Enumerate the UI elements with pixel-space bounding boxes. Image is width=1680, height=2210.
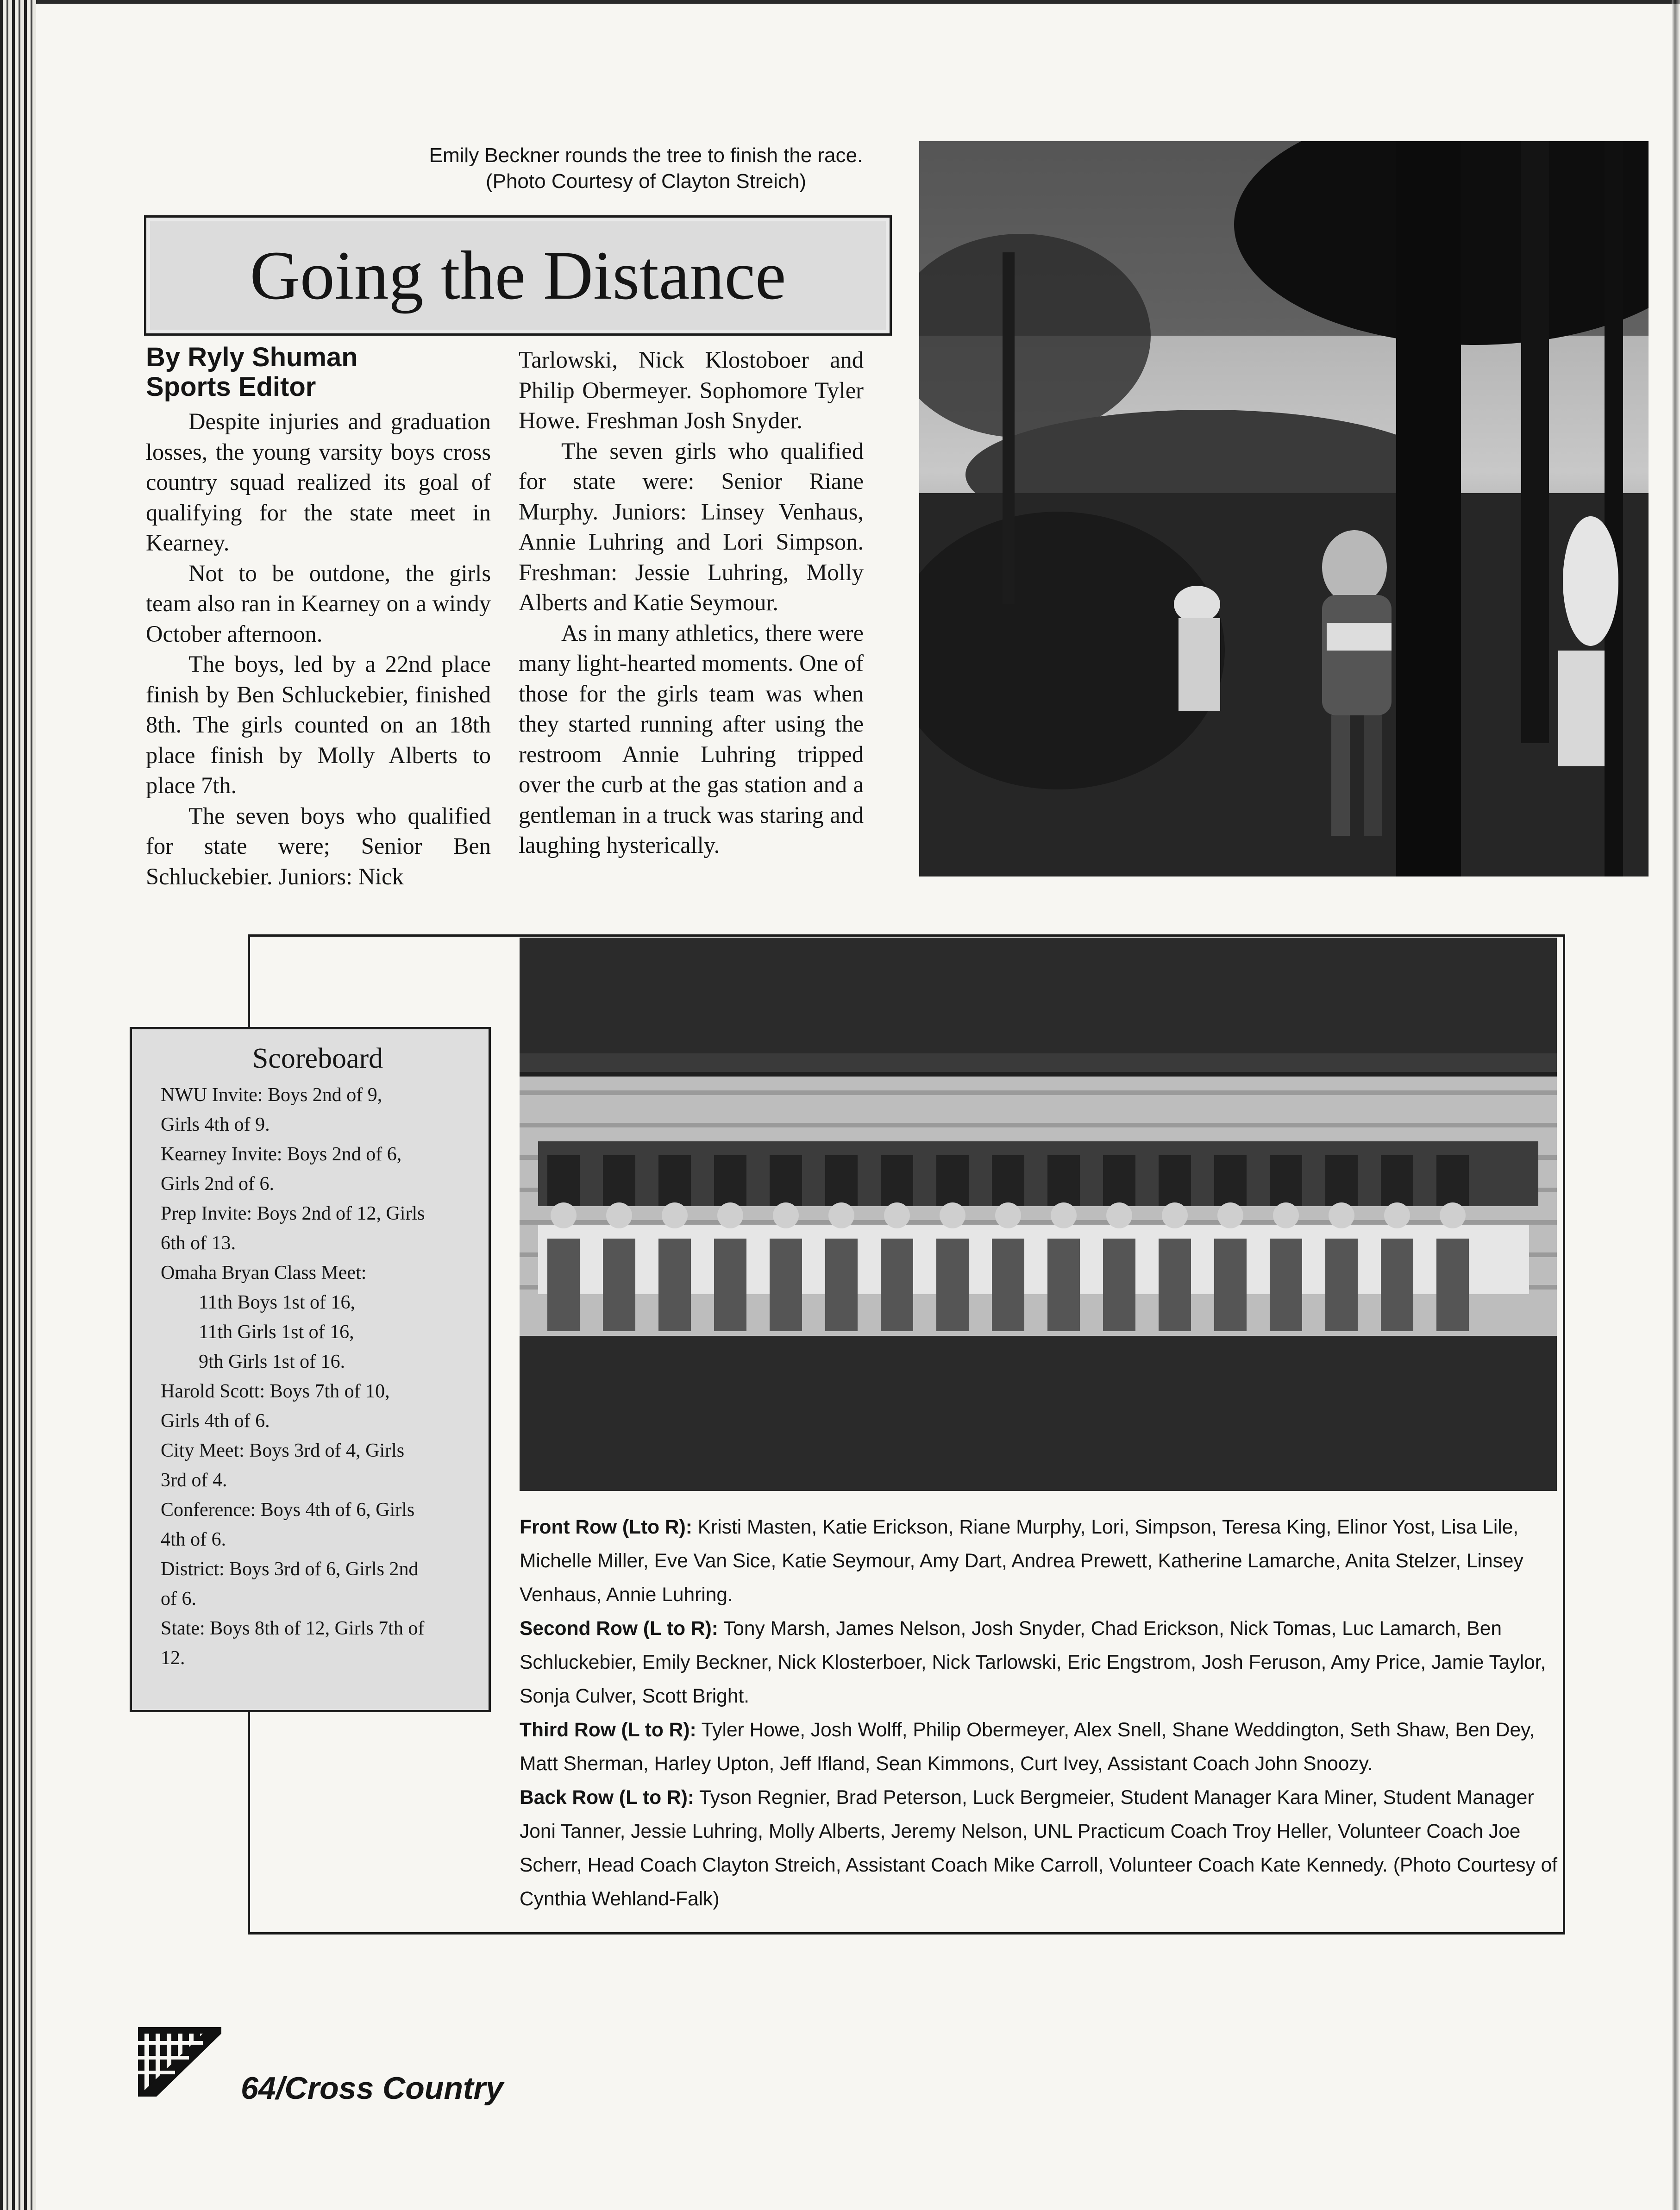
scoreboard-line: Girls 4th of 6. — [161, 1410, 270, 1432]
row-names: Kristi Masten, Katie Erickson, Riane Murphy, Lori, Simpson, Teresa King, Elinor Yost, Lisa Lile, Michelle Miller, Eve Van Sice, Katie Seymour, Amy Dart, Andrea Prewett, Katherine Lamarche, Anita Stelzer, Linsey Venhaus, Annie Luhring. — [520, 1516, 1523, 1606]
scoreboard-line: Harold Scott: Boys 7th of 10, — [161, 1381, 390, 1402]
book-binding — [0, 0, 36, 2210]
scoreboard-line: State: Boys 8th of 12, Girls 7th of — [161, 1618, 425, 1639]
scoreboard-title: Scoreboard — [252, 1043, 383, 1074]
scoreboard-line: Omaha Bryan Class Meet: — [161, 1262, 367, 1283]
row-label: Back Row (L to R): — [520, 1787, 695, 1809]
scoreboard-line: of 6. — [161, 1588, 196, 1609]
row-label: Front Row (Lto R): — [520, 1516, 692, 1538]
scoreboard-line: Kearney Invite: Boys 2nd of 6, — [161, 1144, 402, 1165]
headline: Going the Distance — [250, 237, 786, 314]
photo-caption-top — [396, 143, 896, 194]
row-names: Tyler Howe, Josh Wolff, Philip Obermeyer, Alex Snell, Shane Weddington, Seth Shaw, Ben Dey, Matt Sherman, Harley Upton, Jeff Ifland, Sean Kimmons, Curt Ivey, Assistant Coach John Snoozy. — [520, 1719, 1535, 1775]
photo-caption-line: Emily Beckner rounds the tree to finish the race. — [429, 144, 863, 167]
row-names: Tony Marsh, James Nelson, Josh Snyder, Chad Erickson, Nick Tomas, Luc Lamarch, Ben Schluckebier, Emily Beckner, Nick Klosterboer, Nick Tarlowski, Eric Engstrom, Josh Feruson, Amy Price, Jamie Taylor, Sonja Culver, Scott Bright. — [520, 1618, 1546, 1707]
row-label: Second Row (L to R): — [520, 1618, 718, 1640]
team-photo-caption — [520, 1510, 1561, 1916]
scoreboard-line: Conference: Boys 4th of 6, Girls — [161, 1499, 415, 1521]
scoreboard-line: City Meet: Boys 3rd of 4, Girls — [161, 1440, 405, 1461]
section-logo-icon — [138, 2022, 221, 2097]
article-paragraph: The seven girls who qualified for state were: Senior Riane Murphy. Juniors: Linsey Venhaus, Annie Luhring and Lori Simpson. Freshman: Jessie Luhring, Molly Alberts and Katie Seymour. — [519, 438, 864, 615]
top-rule — [36, 0, 1680, 4]
row-label: Third Row (L to R): — [520, 1719, 696, 1741]
article-paragraph: Despite injuries and graduation losses, the young varsity boys cross country squad realized its goal of qualifying for the state meet in Kearney. — [146, 408, 491, 556]
article-paragraph: Not to be outdone, the girls team also ran in Kearney on a windy October afternoon. — [146, 560, 491, 647]
scoreboard-line: Prep Invite: Boys 2nd of 12, Girls — [161, 1203, 425, 1224]
team-photo — [520, 938, 1557, 1491]
article-column-1 — [146, 407, 491, 892]
scoreboard-line: 3rd of 4. — [161, 1470, 227, 1491]
byline — [146, 343, 507, 402]
photo-runner-in-woods — [919, 141, 1649, 876]
byline-author: By Ryly Shuman — [146, 342, 358, 372]
page-edge — [1672, 0, 1680, 2210]
scoreboard-line: NWU Invite: Boys 2nd of 9, — [161, 1084, 382, 1106]
page-footer-label: 64/Cross Country — [241, 2071, 503, 2106]
caption-back-row — [520, 1781, 1561, 1916]
scoreboard-line: 12. — [161, 1647, 185, 1669]
article-paragraph: The boys, led by a 22nd place finish by Ben Schluckebier, finished 8th. The girls counted on an 18th place finish by Molly Alberts to place 7th. — [146, 651, 491, 798]
team-photo-image — [520, 938, 1557, 1491]
scoreboard-line: 9th Girls 1st of 16. — [199, 1351, 345, 1372]
article-paragraph: The seven boys who qualified for state were; Senior Ben Schluckebier. Juniors: Nick — [146, 802, 491, 889]
scoreboard-line: 11th Girls 1st of 16, — [199, 1321, 354, 1343]
photo-caption-line: (Photo Courtesy of Clayton Streich) — [485, 170, 807, 193]
article-paragraph: Tarlowski, Nick Klostoboer and Philip Obermeyer. Sophomore Tyler Howe. Freshman Josh Snyder. — [519, 347, 864, 433]
scoreboard-box — [130, 1027, 491, 1712]
scoreboard-line: Girls 2nd of 6. — [161, 1173, 274, 1195]
byline-role: Sports Editor — [146, 372, 316, 402]
caption-second-row — [520, 1612, 1561, 1713]
headline-box — [144, 215, 892, 336]
scoreboard-line: District: Boys 3rd of 6, Girls 2nd — [161, 1559, 419, 1580]
scoreboard-line: 11th Boys 1st of 16, — [199, 1292, 355, 1313]
caption-third-row — [520, 1713, 1561, 1781]
scoreboard-line: 4th of 6. — [161, 1529, 226, 1550]
row-names: Tyson Regnier, Brad Peterson, Luck Bergmeier, Student Manager Kara Miner, Student Manager Joni Tanner, Jessie Luhring, Molly Alberts, Jeremy Nelson, UNL Practicum Coach Troy Heller, Volunteer Coach Joe Scherr, Head Coach Clayton Streich, Assistant Coach Mike Carroll, Volunteer Coach Kate Kennedy. (Photo Courtesy of Cynthia Wehland-Falk) — [520, 1787, 1558, 1910]
scoreboard-line: Girls 4th of 9. — [161, 1114, 270, 1135]
caption-front-row — [520, 1510, 1561, 1612]
scoreboard-line: 6th of 13. — [161, 1233, 236, 1254]
article-column-2 — [519, 345, 864, 861]
article-paragraph: As in many athletics, there were many light-hearted moments. One of those for the girls team was when they started running after using the restroom Annie Luhring tripped over the curb at the gas station and a gentleman in a truck was staring and laughing hysterically. — [519, 620, 864, 858]
photo-runner-image — [919, 141, 1649, 876]
